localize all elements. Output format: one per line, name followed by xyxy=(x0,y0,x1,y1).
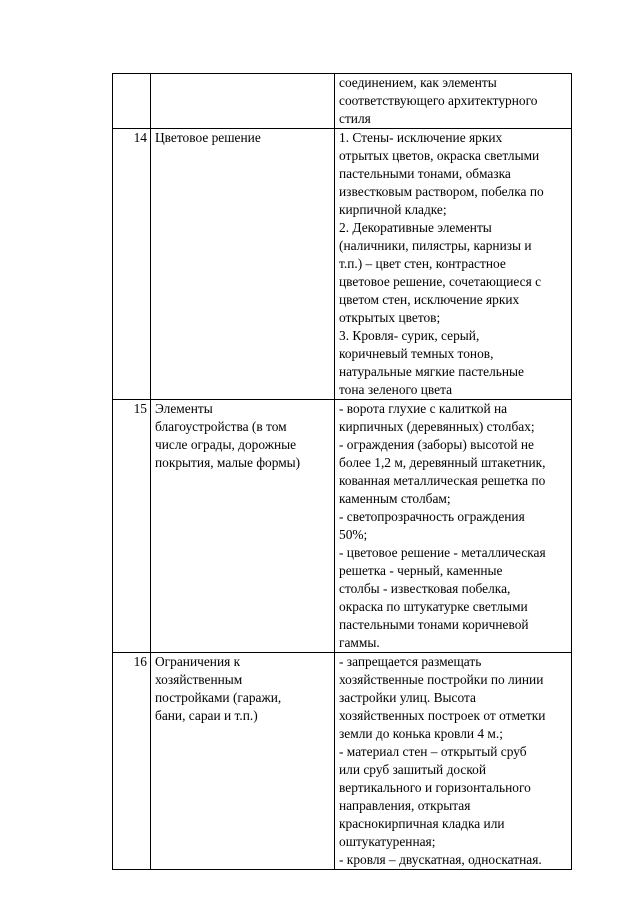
row-requirement-line: земли до конька кровли 4 м.; xyxy=(339,726,503,741)
row-number xyxy=(113,400,151,653)
row-requirements xyxy=(335,74,572,129)
row-requirement-line: цветом стен, исключение ярких xyxy=(339,292,520,307)
row-name-line: Элементы xyxy=(155,401,213,416)
row-requirement-line: более 1,2 м, деревянный штакетник, xyxy=(339,455,546,470)
row-name xyxy=(151,400,335,653)
row-requirement-line: вертикального и горизонтального xyxy=(339,780,531,795)
row-requirement-line: застройки улиц. Высота xyxy=(339,690,476,705)
row-requirement-line: кирпичной кладке; xyxy=(339,202,447,217)
row-requirements xyxy=(335,653,572,870)
row-name-line: постройками (гаражи, xyxy=(155,690,282,705)
row-requirement-line: - запрещается размещать xyxy=(339,654,482,669)
row-requirement-line: - ворота глухие с калиткой на xyxy=(339,401,508,416)
row-requirement-line: направления, открытая xyxy=(339,798,471,813)
row-requirements xyxy=(335,129,572,400)
requirements-table-body xyxy=(113,74,572,870)
row-name xyxy=(151,653,335,870)
row-requirement-line: - материал стен – открытый сруб xyxy=(339,744,527,759)
row-requirement-line: открытых цветов; xyxy=(339,310,441,325)
row-requirement-line: 1. Стены- исключение ярких xyxy=(339,130,503,145)
row-requirement-line: кованная металлическая решетка по xyxy=(339,473,546,488)
row-requirement-line: пастельными тонами, обмазка xyxy=(339,166,511,181)
row-number-text: 16 xyxy=(133,654,147,669)
row-requirement-line: тона зеленого цвета xyxy=(339,382,453,397)
row-requirement-line: коричневый темных тонов, xyxy=(339,346,494,361)
row-requirement-line: - цветовое решение - металлическая xyxy=(339,545,546,560)
row-requirement-line: натуральные мягкие пастельные xyxy=(339,364,524,379)
row-number xyxy=(113,74,151,129)
row-name-line: бани, сараи и т.п.) xyxy=(155,708,258,723)
row-requirement-line: пастельными тонами коричневой xyxy=(339,617,529,632)
table-row xyxy=(113,400,572,653)
row-number-text: 15 xyxy=(133,401,147,416)
row-requirement-line: отрытых цветов, окраска светлыми xyxy=(339,148,540,163)
row-requirement-line: или сруб зашитый доской xyxy=(339,762,487,777)
row-requirement-line: стиля xyxy=(339,111,371,126)
row-name-line: Цветовое решение xyxy=(155,130,261,145)
row-requirement-line: 3. Кровля- сурик, серый, xyxy=(339,328,480,343)
row-requirement-line: краснокирпичная кладка или xyxy=(339,816,505,831)
row-name-line: Ограничения к xyxy=(155,654,241,669)
row-requirement-line: - кровля – двускатная, односкатная. xyxy=(339,852,542,867)
row-requirement-line: соответствующего архитектурного xyxy=(339,93,538,108)
row-requirement-line: каменным столбам; xyxy=(339,491,451,506)
row-name-line: числе ограды, дорожные xyxy=(155,437,297,452)
row-requirement-line: 2. Декоративные элементы xyxy=(339,220,492,235)
row-requirement-line: известковым раствором, побелка по xyxy=(339,184,544,199)
row-name xyxy=(151,74,335,129)
row-requirement-line: гаммы. xyxy=(339,635,380,650)
row-number xyxy=(113,129,151,400)
row-name xyxy=(151,129,335,400)
row-name-line: благоустройства (в том xyxy=(155,419,287,434)
table-row xyxy=(113,129,572,400)
row-requirements xyxy=(335,400,572,653)
row-requirement-line: соединением, как элементы xyxy=(339,75,497,90)
row-requirement-line: хозяйственных построек от отметки xyxy=(339,708,546,723)
row-requirement-line: 50%; xyxy=(339,527,368,542)
row-requirement-line: оштукатуренная; xyxy=(339,834,436,849)
row-requirement-line: - светопрозрачность ограждения xyxy=(339,509,525,524)
requirements-table xyxy=(112,73,572,870)
row-requirement-line: кирпичных (деревянных) столбах; xyxy=(339,419,535,434)
row-requirement-line: - ограждения (заборы) высотой не xyxy=(339,437,534,452)
row-name-line: покрытия, малые формы) xyxy=(155,455,301,470)
row-requirement-line: столбы - известковая побелка, xyxy=(339,581,511,596)
row-name-line: хозяйственным xyxy=(155,672,243,687)
table-row xyxy=(113,653,572,870)
table-row xyxy=(113,74,572,129)
row-requirement-line: окраска по штукатурке светлыми xyxy=(339,599,528,614)
row-requirement-line: т.п.) – цвет стен, контрастное xyxy=(339,256,506,271)
row-number xyxy=(113,653,151,870)
row-requirement-line: хозяйственные постройки по линии xyxy=(339,672,544,687)
row-requirement-line: (наличники, пилястры, карнизы и xyxy=(339,238,532,253)
row-requirement-line: цветовое решение, сочетающиеся с xyxy=(339,274,542,289)
row-requirement-line: решетка - черный, каменные xyxy=(339,563,503,578)
row-number-text: 14 xyxy=(133,130,147,145)
